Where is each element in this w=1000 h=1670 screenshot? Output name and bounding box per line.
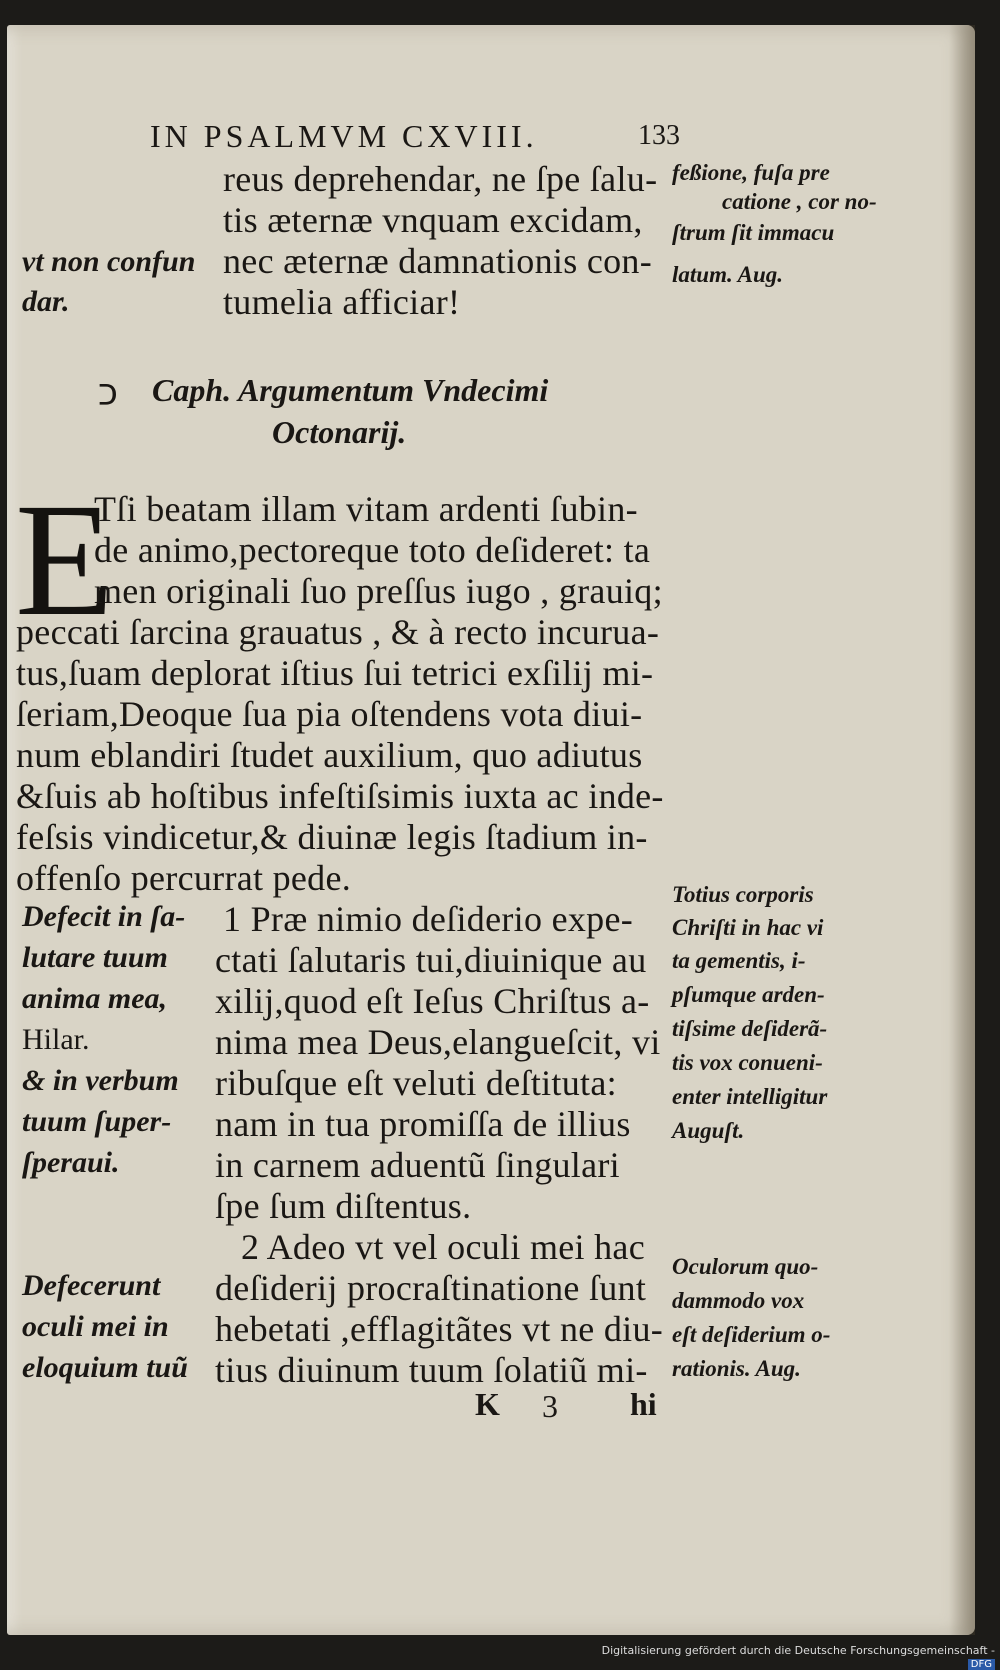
verse-line: deſiderij procraſtinatione ſunt <box>215 1268 647 1308</box>
margin-note-right: tis vox conueni- <box>672 1050 823 1075</box>
margin-note-right: feßione, fuſa pre <box>672 160 830 185</box>
margin-note-right: Chriſti in hac vi <box>672 915 824 940</box>
margin-note-right: pſumque arden- <box>672 982 825 1007</box>
margin-note-left: tuum ſuper- <box>22 1105 172 1138</box>
margin-note-left: Defecit in ſa- <box>22 900 186 933</box>
body-line: &ſuis ab hoſtibus infeſtiſsimis iuxta ac inde- <box>16 776 664 816</box>
margin-note-right: Totius corporis <box>672 882 814 907</box>
section-title-2: Octonarij. <box>272 414 407 450</box>
margin-note-right: ſtrum ſit immacu <box>672 220 835 245</box>
footer-text: Digitalisierung gefördert durch die Deutsche Forschungsgemeinschaft - <box>601 1644 995 1657</box>
margin-note-left: lutare tuum <box>22 941 168 974</box>
running-title: IN PSALMVM CXVIII. <box>150 118 538 154</box>
margin-note-right: tiſsime deſiderã- <box>672 1016 828 1041</box>
verse-line: 1 Præ nimio deſiderio expe- <box>223 899 634 939</box>
body-line: feſsis vindicetur,& diuinæ legis ſtadium in- <box>16 817 648 857</box>
margin-note-right: ta gementis, i- <box>672 948 806 973</box>
margin-note-right: Oculorum quo- <box>672 1254 819 1279</box>
body-line: num eblandiri ſtudet auxilium, quo adiutus <box>16 735 643 775</box>
body-line: Tſi beatam illam vitam ardenti ſubin- <box>94 489 638 529</box>
margin-note-left: eloquium tuũ <box>22 1351 188 1384</box>
margin-note-right: Auguſt. <box>672 1118 745 1143</box>
body-line: tus,ſuam deplorat iſtius ſui tetrici exſilij mi- <box>16 653 654 693</box>
verse-line: nima mea Deus,elangueſcit, vi <box>215 1022 661 1062</box>
verse-line: ſpe ſum diſtentus. <box>215 1186 472 1226</box>
margin-note-left: dar. <box>22 285 70 318</box>
verse-line: nam in tua promiſſa de illius <box>215 1104 631 1144</box>
margin-note-left: anima mea, <box>22 982 168 1015</box>
verse-line: 2 Adeo vt vel oculi mei hac <box>241 1227 645 1267</box>
margin-note-right: dammodo vox <box>672 1288 805 1313</box>
margin-note-left: vt non confun <box>22 245 196 278</box>
margin-note-right: latum. Aug. <box>672 262 783 287</box>
signature-mark: K <box>475 1386 500 1422</box>
verse-line: in carnem aduentũ ſingulari <box>215 1145 620 1185</box>
body-line: offenſo percurrat pede. <box>16 858 352 898</box>
body-line: nec æternæ damnationis con- <box>223 241 652 281</box>
margin-note-right: eſt deſiderium o- <box>672 1322 831 1347</box>
margin-note-right: enter intelligitur <box>672 1084 828 1109</box>
page-spine-shadow <box>949 25 975 1635</box>
verse-line: xilij,quod eſt Ieſus Chriſtus a- <box>215 981 650 1021</box>
body-line: tumelia afficiar! <box>223 282 461 322</box>
signature-number: 3 <box>542 1388 558 1424</box>
body-line: de animo,pectoreque toto deſideret: ta <box>94 530 651 570</box>
margin-note-left: & in verbum <box>22 1064 179 1097</box>
body-line: peccati ſarcina grauatus , & à recto incurua- <box>16 612 660 652</box>
dfg-badge: DFG <box>968 1659 995 1670</box>
margin-note-left: ſperaui. <box>22 1146 120 1179</box>
body-line: ſeriam,Deoque ſua pia oſtendens vota diui- <box>16 694 643 734</box>
verse-line: ribuſque eſt veluti deſtituta: <box>215 1063 617 1103</box>
verse-line: hebetati ,efflagitãtes vt ne diu- <box>215 1309 664 1349</box>
drop-cap: E <box>15 471 114 650</box>
margin-note-right: catione , cor no- <box>722 189 877 214</box>
margin-note-right: rationis. Aug. <box>672 1356 801 1381</box>
section-title: Caph. Argumentum Vndecimi <box>152 372 549 408</box>
verse-line: ctati ſalutaris tui,diuinique au <box>215 940 647 980</box>
margin-note-left: Defecerunt <box>22 1269 161 1302</box>
catchword: hi <box>630 1386 657 1422</box>
body-line: men originali ſuo preſſus iugo , grauiq; <box>94 571 663 611</box>
hebrew-letter: כ <box>98 370 119 414</box>
margin-note-left: oculi mei in <box>22 1310 169 1343</box>
page-number: 133 <box>638 120 680 151</box>
body-line: reus deprehendar, ne ſpe ſalu- <box>223 159 658 199</box>
digitization-footer <box>595 1644 995 1670</box>
margin-note-left: Hilar. <box>22 1023 90 1056</box>
verse-line: tius diuinum tuum ſolatiũ mi- <box>215 1350 648 1390</box>
body-line: tis æternæ vnquam excidam, <box>223 200 643 240</box>
